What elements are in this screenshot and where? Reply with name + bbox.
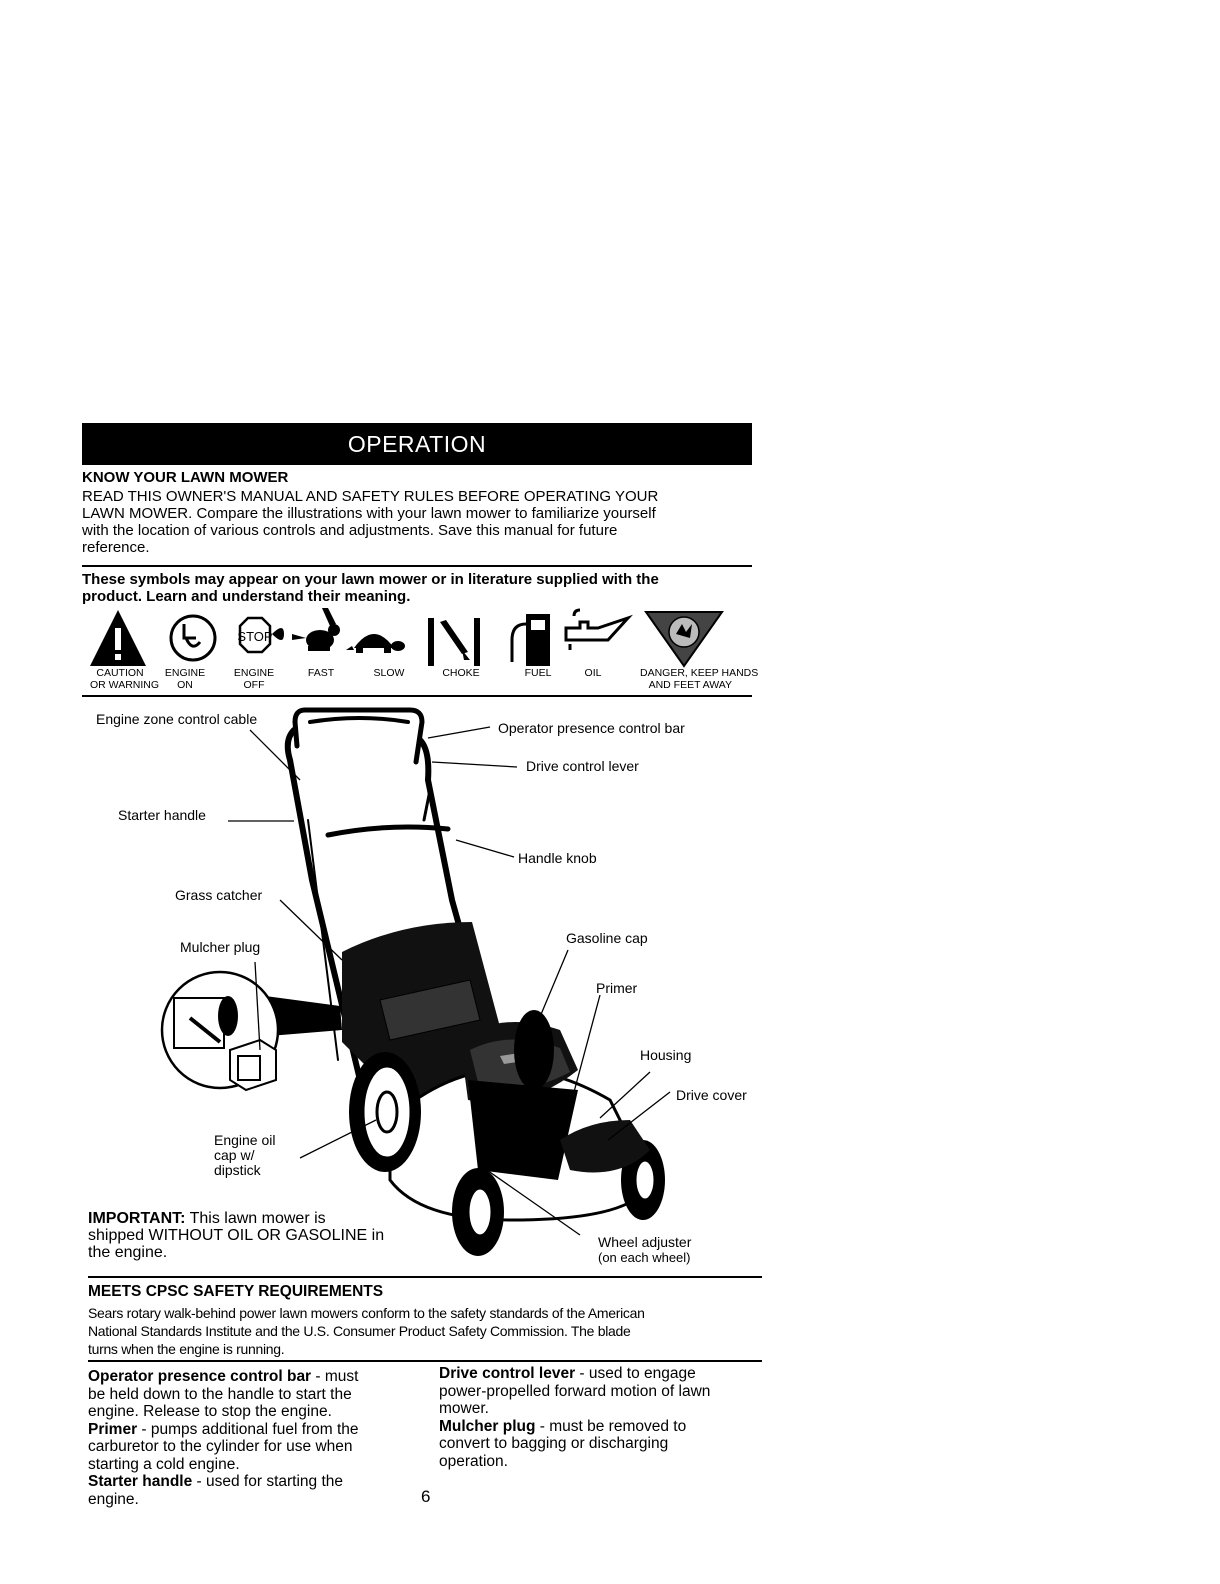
oil-can-icon (566, 610, 628, 650)
callout-handle-knob: Handle knob (518, 850, 597, 866)
engine-off-stop-icon (237, 618, 284, 652)
know-line: LAWN MOWER. Compare the illustrations with your lawn mower to familiarize yourself (82, 505, 656, 522)
symbols-row (82, 604, 752, 670)
turtle-icon (346, 634, 405, 653)
symbol-label-slow: SLOW (373, 667, 405, 679)
know-line: reference. (82, 539, 150, 556)
descriptions-left: Operator presence control bar - must be held down to the handle to start the engine. Release to stop the engine. Primer - pumps additional fuel from the carburetor to the cylinder for use when starting a cold engine. Starter handle - used for starting the engine. (88, 1368, 359, 1508)
callout-grass-catcher: Grass catcher (175, 887, 263, 903)
callout-starter-handle: Starter handle (118, 807, 206, 823)
rabbit-icon (292, 608, 340, 651)
symbols-intro (82, 571, 762, 605)
know-line: with the location of various controls and adjustments. Save this manual for future (82, 522, 618, 539)
term-starter-handle: Starter handle (88, 1473, 193, 1490)
symbols-intro-line: These symbols may appear on your lawn mower or in literature supplied with the (82, 571, 659, 588)
divider (88, 1276, 762, 1278)
divider (82, 695, 752, 697)
page-number: 6 (421, 1487, 431, 1506)
divider (88, 1360, 762, 1362)
symbol-label-fuel: FUEL (524, 667, 552, 679)
choke-icon (428, 618, 480, 666)
callout-gasoline-cap: Gasoline cap (566, 930, 648, 946)
important-line: shipped WITHOUT OIL OR GASOLINE in (88, 1227, 385, 1244)
cpsc-line: Sears rotary walk-behind power lawn mowers conform to the safety standards of the American (88, 1305, 645, 1321)
symbol-label-fast: FAST (307, 667, 335, 679)
know-heading: KNOW YOUR LAWN MOWER (82, 469, 289, 486)
cpsc-line: National Standards Institute and the U.S. Consumer Product Safety Commission. The blade (88, 1323, 631, 1339)
symbol-label-engine-on: ENGINE ON (164, 667, 206, 691)
symbol-label-danger: DANGER, KEEP HANDS AND FEET AWAY (640, 667, 759, 691)
symbol-label-choke: CHOKE (442, 667, 480, 679)
symbol-label-oil: OIL (584, 667, 602, 679)
callout-engine-oil-cap: Engine oil cap w/ dipstick (214, 1132, 276, 1178)
know-paragraph (82, 488, 762, 556)
callout-housing: Housing (640, 1047, 692, 1063)
term-drive-control-lever: Drive control lever (439, 1365, 576, 1382)
term-operator-presence-bar: Operator presence control bar (88, 1368, 312, 1385)
symbol-label-engine-off: ENGINE OFF (233, 667, 275, 691)
lawn-mower-illustration (80, 700, 780, 1270)
divider (82, 565, 752, 567)
callout-operator-presence-bar: Operator presence control bar (498, 720, 685, 736)
descriptions-right: Drive control lever - used to engage power-propelled forward motion of lawn mower. Mulcher plug - must be removed to convert to bagging or discharging operation. (439, 1365, 711, 1470)
symbol-label-caution: CAUTION OR WARNING (90, 667, 160, 691)
term-mulcher-plug: Mulcher plug (439, 1417, 536, 1435)
cpsc-paragraph (88, 1304, 778, 1358)
section-banner: OPERATION (82, 423, 752, 465)
danger-hand-icon (646, 612, 722, 666)
important-label: IMPORTANT: (88, 1210, 186, 1227)
caution-triangle-icon (90, 610, 146, 666)
engine-on-icon (171, 616, 215, 660)
know-line: READ THIS OWNER'S MANUAL AND SAFETY RULES BEFORE OPERATING YOUR (82, 488, 659, 505)
svg-text:STOP: STOP (237, 629, 273, 644)
important-notice (88, 1210, 384, 1261)
symbols-intro-line: product. Learn and understand their meaning. (82, 588, 411, 605)
fuel-pump-icon (512, 614, 550, 666)
cpsc-line: turns when the engine is running. (88, 1341, 285, 1357)
callout-drive-control-lever: Drive control lever (526, 758, 639, 774)
callout-engine-zone-cable: Engine zone control cable (96, 711, 258, 727)
callout-primer: Primer (596, 980, 638, 996)
important-line: the engine. (88, 1244, 168, 1261)
important-line: This lawn mower is (185, 1210, 326, 1227)
term-primer: Primer (88, 1420, 138, 1438)
cpsc-heading: MEETS CPSC SAFETY REQUIREMENTS (88, 1283, 384, 1300)
callout-wheel-adjuster: Wheel adjuster (on each wheel) (598, 1234, 692, 1265)
callout-mulcher-plug: Mulcher plug (180, 939, 261, 955)
callout-drive-cover: Drive cover (676, 1087, 747, 1103)
